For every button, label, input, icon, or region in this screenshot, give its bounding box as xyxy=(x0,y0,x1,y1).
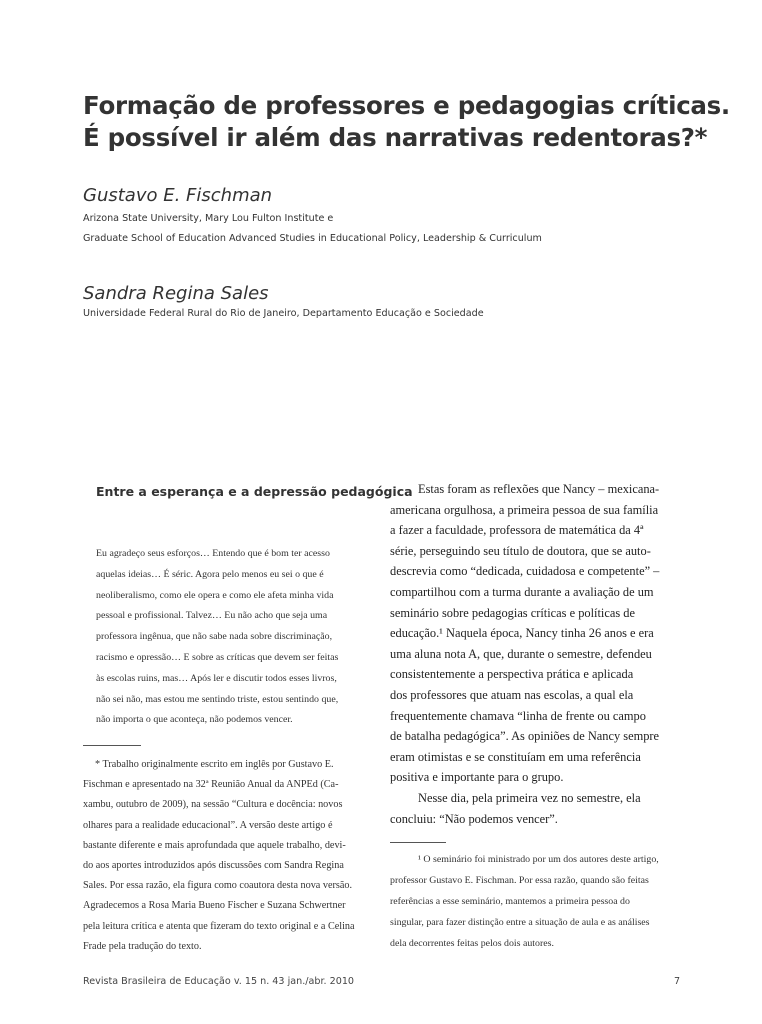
author-name-1: Gustavo E. Fischman xyxy=(83,185,273,206)
footnote-line: do aos aportes introduzidos após discussões com Sandra Regina xyxy=(83,860,344,872)
footnote-line: * Trabalho originalmente escrito em inglês por Gustavo E. xyxy=(95,759,334,770)
footnote-line: referências a esse seminário, mantemos a primeira pessoa do xyxy=(390,896,630,907)
footnote-line: professor Gustavo E. Fischman. Por essa razão, quando são feitas xyxy=(390,875,649,886)
footnote-line: bastante diferente e mais aprofundada que aquele trabalho, devi- xyxy=(83,839,346,851)
epigraph xyxy=(96,544,368,731)
body-line: seminário sobre pedagogias críticas e políticas de xyxy=(390,605,635,620)
footnote-line: olhares para a realidade educacional”. A versão deste artigo é xyxy=(83,819,333,831)
page-number: 7 xyxy=(674,976,681,987)
footnote-line: Agradecemos a Rosa Maria Bueno Fischer e Suzana Schwertner xyxy=(83,900,346,912)
body-text xyxy=(390,479,682,829)
footnote-line: Fischman e apresentado na 32ª Reunião Anual da ANPEd (Ca- xyxy=(83,779,339,791)
article-title-line-1: Formação de professores e pedagogias críticas. xyxy=(83,91,730,120)
epigraph-line: aquelas ideias… É séric. Agora pelo menos eu sei o que é xyxy=(96,568,324,580)
journal-footer: Revista Brasileira de Educação v. 15 n. 43 jan./abr. 2010 xyxy=(83,976,355,987)
body-line: dos professores que atuam nas escolas, a qual ela xyxy=(390,687,634,702)
footnote-line: singular, para fazer distinção entre a situação de aula e as análises xyxy=(390,917,650,928)
article-title-line-2: É possível ir além das narrativas redentoras?* xyxy=(83,123,708,152)
author-affiliation-1-line-1: Arizona State University, Mary Lou Fulton Institute e xyxy=(83,213,334,224)
section-heading: Entre a esperança e a depressão pedagógica xyxy=(96,484,413,499)
footnote-line: dela decorrentes feitas pelos dois autores. xyxy=(390,938,554,949)
body-line: Nesse dia, pela primeira vez no semestre, ela xyxy=(418,790,641,805)
body-line: a fazer a faculdade, professora de matemática da 4ª xyxy=(390,523,644,538)
footnote-line: Frade pela tradução do texto. xyxy=(83,940,202,952)
body-line: compartilhou com a turma durante a avaliação de um xyxy=(390,584,654,599)
author-affiliation-2-line-1: Universidade Federal Rural do Rio de Janeiro, Departamento Educação e Sociedade xyxy=(83,308,484,319)
epigraph-line: racismo e opressão… E sobre as críticas que devem ser feitas xyxy=(96,651,339,663)
footnote-divider-right xyxy=(390,842,446,843)
body-line: frequentemente chamava “linha de frente ou campo xyxy=(390,708,646,723)
body-line: descrevia como “dedicada, cuidadosa e competente” – xyxy=(390,564,660,579)
footnote-line: Sales. Por essa razão, ela figura como coautora desta nova versão. xyxy=(83,880,353,892)
footnote-line: xambu, outubro de 2009), na sessão “Cultura e docência: novos xyxy=(83,799,343,811)
body-line: positiva e importante para o grupo. xyxy=(390,770,564,785)
author-affiliation-1-line-2: Graduate School of Education Advanced Studies in Educational Policy, Leadership & Curriculum xyxy=(83,233,542,244)
epigraph-line: não sei não, mas estou me sentindo triste, estou sentindo que, xyxy=(96,693,339,705)
body-line: educação.¹ Naquela época, Nancy tinha 26 anos e era xyxy=(390,626,654,641)
footnote-1 xyxy=(390,849,682,954)
body-line: americana orgulhosa, a primeira pessoa de sua família xyxy=(390,502,659,517)
body-line: série, perseguindo seu título de doutora, que se auto- xyxy=(390,543,651,558)
author-name-2: Sandra Regina Sales xyxy=(83,283,269,304)
epigraph-line: não importa o que aconteça, não podemos vencer. xyxy=(96,714,293,726)
body-line: eram otimistas e se constituíam em uma referência xyxy=(390,749,641,764)
body-line: consistentemente a perspectiva prática e aplicada xyxy=(390,667,634,682)
epigraph-line: às escolas ruins, mas… Após ler e discutir todos esses livros, xyxy=(96,672,337,684)
body-line: Estas foram as reflexões que Nancy – mexicana- xyxy=(418,482,660,496)
footnote-line: ¹ O seminário foi ministrado por um dos autores deste artigo, xyxy=(418,854,659,865)
epigraph-line: Eu agradeço seus esforços… Entendo que é bom ter acesso xyxy=(96,548,330,559)
footnote-divider-left xyxy=(83,745,141,746)
epigraph-line: professora ingênua, que não sabe nada sobre discriminação, xyxy=(96,631,333,643)
body-line: uma aluna nota A, que, durante o semestre, defendeu xyxy=(390,646,652,661)
body-line: de batalha pedagógica”. As opiniões de Nancy sempre xyxy=(390,729,660,744)
footnote-star xyxy=(83,755,375,957)
epigraph-line: pessoal e profissional. Talvez… Eu não acho que seja uma xyxy=(96,610,328,622)
article-title xyxy=(83,90,730,154)
body-line: concluiu: “Não podemos vencer”. xyxy=(390,811,558,826)
epigraph-line: neoliberalismo, como ele opera e como ele afeta minha vida xyxy=(96,589,334,601)
footnote-line: pela leitura crítica e atenta que fizeram do texto original e a Celina xyxy=(83,920,355,932)
